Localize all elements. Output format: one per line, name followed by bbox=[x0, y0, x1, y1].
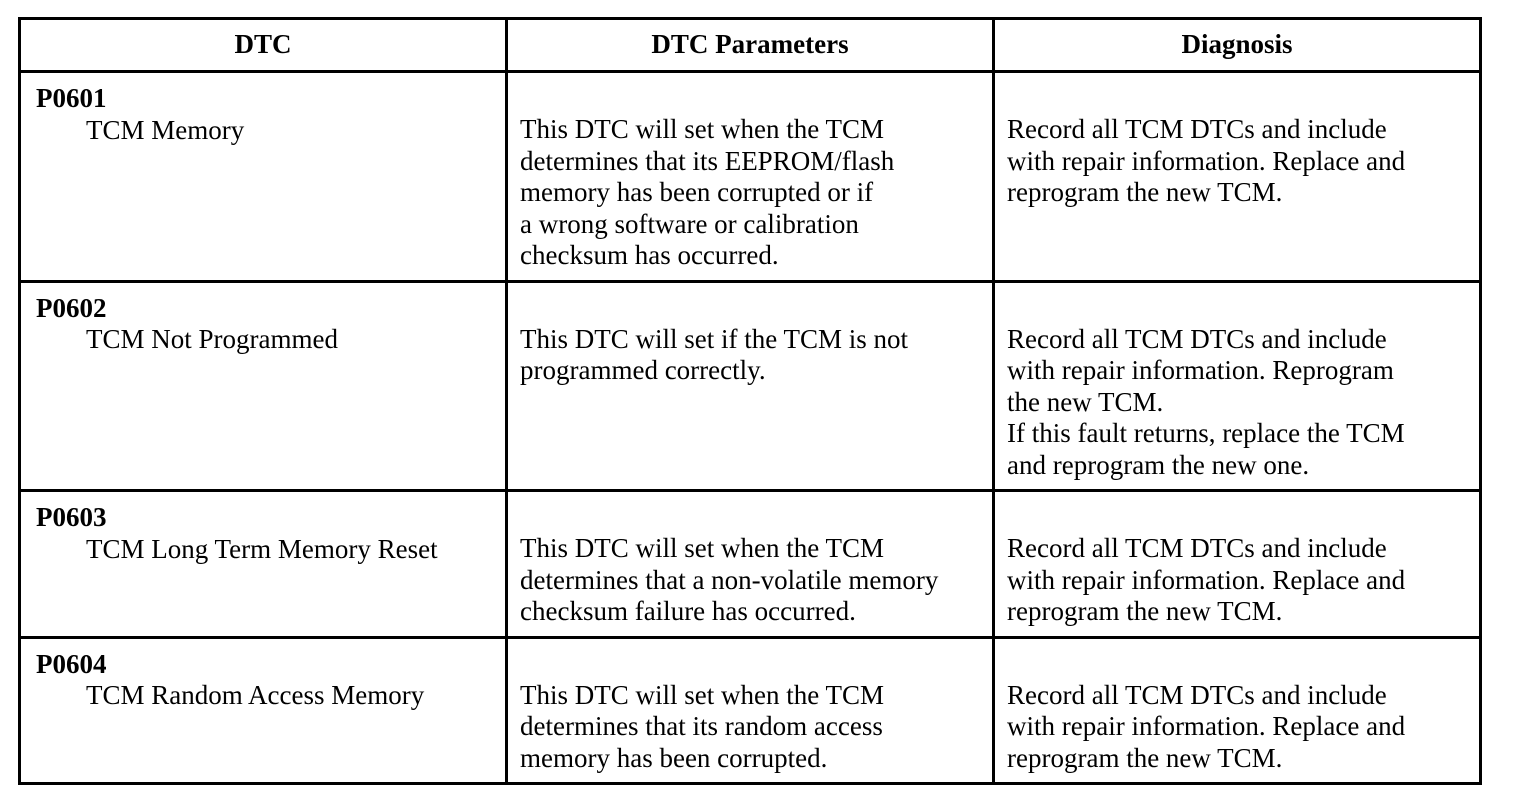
diagnosis-line: with repair information. Replace and bbox=[1007, 711, 1406, 741]
header-diagnosis: Diagnosis bbox=[994, 19, 1481, 72]
parameters-cell bbox=[507, 72, 994, 282]
parameters-line: checksum failure has occurred. bbox=[520, 596, 856, 626]
dtc-code: P0601 bbox=[36, 83, 107, 113]
dtc-code: P0602 bbox=[36, 292, 107, 323]
parameters-cell bbox=[507, 281, 994, 491]
parameters-line: memory has been corrupted. bbox=[520, 742, 828, 773]
diagnosis-line: reprogram the new TCM. bbox=[1007, 742, 1283, 773]
dtc-name: TCM Random Access Memory bbox=[86, 680, 425, 710]
diagnosis-line: Record all TCM DTCs and include bbox=[1007, 533, 1387, 563]
parameters-line: This DTC will set when the TCM bbox=[520, 533, 884, 563]
dtc-table bbox=[18, 17, 1482, 785]
dtc-cell bbox=[20, 72, 507, 282]
diagnosis-cell bbox=[994, 72, 1481, 282]
diagnosis-line: with repair information. Reprogram bbox=[1007, 355, 1394, 385]
parameters-line: memory has been corrupted or if bbox=[520, 177, 874, 207]
parameters-line: a wrong software or calibration bbox=[520, 208, 859, 239]
diagnosis-line: Record all TCM DTCs and include bbox=[1007, 323, 1387, 354]
dtc-cell bbox=[20, 491, 507, 638]
parameters-line: This DTC will set if the TCM is not bbox=[520, 323, 909, 354]
dtc-name: TCM Memory bbox=[86, 114, 245, 145]
dtc-code: P0604 bbox=[36, 648, 107, 679]
parameters-line: This DTC will set when the TCM bbox=[520, 679, 884, 710]
header-parameters: DTC Parameters bbox=[507, 19, 994, 72]
dtc-cell bbox=[20, 637, 507, 784]
diagnosis-cell bbox=[994, 491, 1481, 638]
parameters-line: determines that its EEPROM/flash bbox=[520, 145, 895, 176]
dtc-name: TCM Long Term Memory Reset bbox=[86, 533, 438, 564]
parameters-line: programmed correctly. bbox=[520, 355, 766, 385]
diagnosis-cell bbox=[994, 281, 1481, 491]
header-row bbox=[20, 19, 1481, 72]
diagnosis-line: Record all TCM DTCs and include bbox=[1007, 679, 1387, 710]
diagnosis-line: with repair information. Replace and bbox=[1007, 564, 1406, 595]
diagnosis-cell bbox=[994, 637, 1481, 784]
diagnosis-line: Record all TCM DTCs and include bbox=[1007, 114, 1387, 144]
diagnosis-line: reprogram the new TCM. bbox=[1007, 177, 1283, 207]
table-row bbox=[20, 281, 1481, 491]
table-row bbox=[20, 72, 1481, 282]
diagnosis-line: reprogram the new TCM. bbox=[1007, 596, 1283, 626]
parameters-line: This DTC will set when the TCM bbox=[520, 114, 884, 144]
dtc-name: TCM Not Programmed bbox=[86, 324, 338, 354]
parameters-line: checksum has occurred. bbox=[520, 240, 779, 270]
header-dtc: DTC bbox=[20, 19, 507, 72]
diagnosis-line: If this fault returns, replace the TCM bbox=[1007, 418, 1405, 448]
parameters-line: determines that a non-volatile memory bbox=[520, 564, 939, 595]
diagnosis-line: and reprogram the new one. bbox=[1007, 449, 1310, 480]
diagnosis-line: with repair information. Replace and bbox=[1007, 145, 1406, 176]
table-row bbox=[20, 637, 1481, 784]
dtc-code: P0603 bbox=[36, 502, 107, 532]
dtc-cell bbox=[20, 281, 507, 491]
parameters-cell bbox=[507, 637, 994, 784]
parameters-cell bbox=[507, 491, 994, 638]
diagnosis-line: the new TCM. bbox=[1007, 386, 1164, 417]
table-row bbox=[20, 491, 1481, 638]
parameters-line: determines that its random access bbox=[520, 711, 883, 741]
